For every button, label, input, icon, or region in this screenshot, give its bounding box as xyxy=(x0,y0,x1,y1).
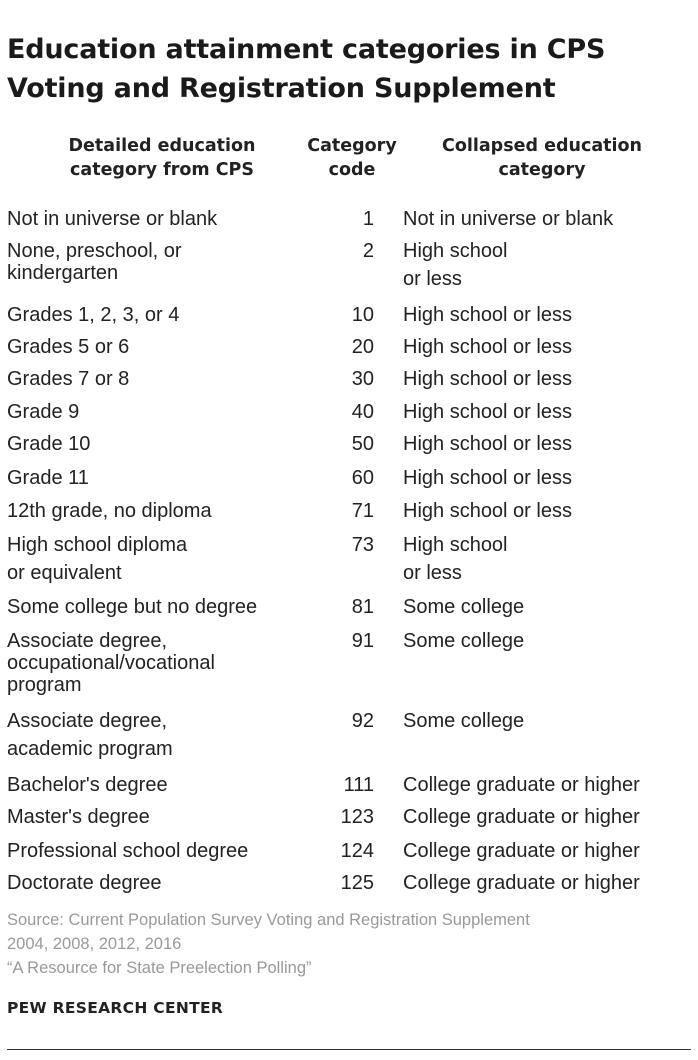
category-code-cell: 10 xyxy=(351,304,374,326)
cell-line: Professional school degree xyxy=(7,840,249,862)
cell-line: High school or less xyxy=(403,401,572,423)
cell-line: 12th grade, no diploma xyxy=(7,500,212,522)
header-category-code xyxy=(296,134,408,182)
collapsed-category-cell xyxy=(403,593,693,621)
page-title xyxy=(7,30,687,108)
detailed-category-cell xyxy=(7,365,307,393)
category-code-cell: 111 xyxy=(343,774,374,796)
cell-line: None, preschool, or xyxy=(7,240,182,262)
cell-line: or equivalent xyxy=(7,562,122,584)
cell-line: High school or less xyxy=(403,500,572,522)
cell-line: Associate degree, xyxy=(7,630,168,652)
cell-line: Grades 1, 2, 3, or 4 xyxy=(7,304,180,326)
cell-line: Some college xyxy=(403,710,525,732)
cell-line: College graduate or higher xyxy=(403,774,640,796)
cell-line: High school diploma xyxy=(7,534,188,556)
collapsed-category-cell xyxy=(403,430,693,458)
category-code-cell: 125 xyxy=(340,872,374,894)
cell-line: or less xyxy=(403,562,462,584)
cell-line: Grade 10 xyxy=(7,433,91,455)
cell-line: Grade 11 xyxy=(7,467,89,489)
detailed-category-cell xyxy=(7,531,307,587)
category-code-cell: 71 xyxy=(351,500,374,522)
cell-line: College graduate or higher xyxy=(403,872,640,894)
category-code-cell: 81 xyxy=(351,596,374,618)
cell-line: Bachelor's degree xyxy=(7,774,168,796)
detailed-category-cell xyxy=(7,464,307,492)
header-line: category xyxy=(498,160,586,180)
collapsed-category-cell xyxy=(403,627,693,655)
detailed-category-cell xyxy=(7,205,307,233)
collapsed-category-cell xyxy=(403,365,693,393)
category-code-cell: 60 xyxy=(351,467,374,489)
source-line: Source: Current Population Survey Voting and Registration Supplement xyxy=(7,911,530,929)
detailed-category-cell xyxy=(7,497,307,525)
collapsed-category-cell xyxy=(403,464,693,492)
cell-line: Some college xyxy=(403,596,525,618)
cell-line: Associate degree, xyxy=(7,710,168,732)
collapsed-category-cell xyxy=(403,707,693,735)
category-code-cell: 92 xyxy=(351,710,374,732)
header-line: Collapsed education xyxy=(442,136,642,156)
bottom-divider xyxy=(7,1049,691,1050)
detailed-category-cell xyxy=(7,627,307,696)
cell-line: High school xyxy=(403,240,508,262)
detailed-category-cell xyxy=(7,398,307,426)
collapsed-category-cell xyxy=(403,497,693,525)
collapsed-category-cell xyxy=(403,301,693,329)
cell-line: High school or less xyxy=(403,304,572,326)
detailed-category-cell xyxy=(7,837,307,865)
source-line: “A Resource for State Preelection Polling” xyxy=(7,959,312,977)
detailed-category-cell xyxy=(7,771,307,799)
title-line: Education attainment categories in CPS xyxy=(7,34,606,65)
cell-line: Grade 9 xyxy=(7,401,80,423)
footer-brand: PEW RESEARCH CENTER xyxy=(7,999,224,1017)
category-code-cell: 123 xyxy=(340,806,374,828)
cell-line: Grades 5 or 6 xyxy=(7,336,130,358)
header-line: code xyxy=(328,160,376,180)
detailed-category-cell xyxy=(7,237,307,284)
category-code-cell: 91 xyxy=(351,630,374,652)
cell-line: Grades 7 or 8 xyxy=(7,368,130,390)
cell-line: kindergarten xyxy=(7,262,119,284)
detailed-category-cell xyxy=(7,707,307,763)
collapsed-category-cell xyxy=(403,531,693,587)
cell-line: Some college but no degree xyxy=(7,596,258,618)
collapsed-category-cell xyxy=(403,869,693,897)
cell-line: College graduate or higher xyxy=(403,840,640,862)
cell-line: Some college xyxy=(403,630,525,652)
category-code-cell: 20 xyxy=(351,336,374,358)
category-code-cell: 1 xyxy=(362,208,374,230)
category-code-cell: 30 xyxy=(351,368,374,390)
header-line: Detailed education xyxy=(68,136,256,156)
cell-line: Master's degree xyxy=(7,806,150,828)
collapsed-category-cell xyxy=(403,237,693,293)
header-collapsed-category xyxy=(422,134,662,182)
header-detailed-category xyxy=(42,134,282,182)
cell-line: High school or less xyxy=(403,336,572,358)
category-code-cell: 40 xyxy=(351,401,374,423)
cell-line: High school or less xyxy=(403,467,572,489)
header-line: category from CPS xyxy=(70,160,254,180)
category-code-cell: 2 xyxy=(362,240,374,262)
collapsed-category-cell xyxy=(403,398,693,426)
cell-line: High school or less xyxy=(403,368,572,390)
detailed-category-cell xyxy=(7,333,307,361)
cell-line: program xyxy=(7,674,82,696)
title-line: Voting and Registration Supplement xyxy=(7,73,556,104)
collapsed-category-cell xyxy=(403,837,693,865)
cell-line: High school or less xyxy=(403,433,572,455)
category-code-cell: 124 xyxy=(340,840,374,862)
cell-line: Not in universe or blank xyxy=(7,208,218,230)
detailed-category-cell xyxy=(7,803,307,831)
detailed-category-cell xyxy=(7,869,307,897)
cell-line: Doctorate degree xyxy=(7,872,162,894)
cell-line: academic program xyxy=(7,738,173,760)
cell-line: occupational/vocational xyxy=(7,652,215,674)
category-code-cell: 73 xyxy=(351,534,374,556)
detailed-category-cell xyxy=(7,593,307,621)
cell-line: Not in universe or blank xyxy=(403,208,614,230)
detailed-category-cell xyxy=(7,301,307,329)
cell-line: or less xyxy=(403,268,462,290)
header-line: Category xyxy=(307,136,397,156)
collapsed-category-cell xyxy=(403,205,693,233)
source-note xyxy=(7,908,687,980)
category-code-cell: 50 xyxy=(351,433,374,455)
collapsed-category-cell xyxy=(403,333,693,361)
collapsed-category-cell xyxy=(403,771,693,799)
cell-line: College graduate or higher xyxy=(403,806,640,828)
detailed-category-cell xyxy=(7,430,307,458)
cell-line: High school xyxy=(403,534,508,556)
collapsed-category-cell xyxy=(403,803,693,831)
source-line: 2004, 2008, 2012, 2016 xyxy=(7,935,182,953)
